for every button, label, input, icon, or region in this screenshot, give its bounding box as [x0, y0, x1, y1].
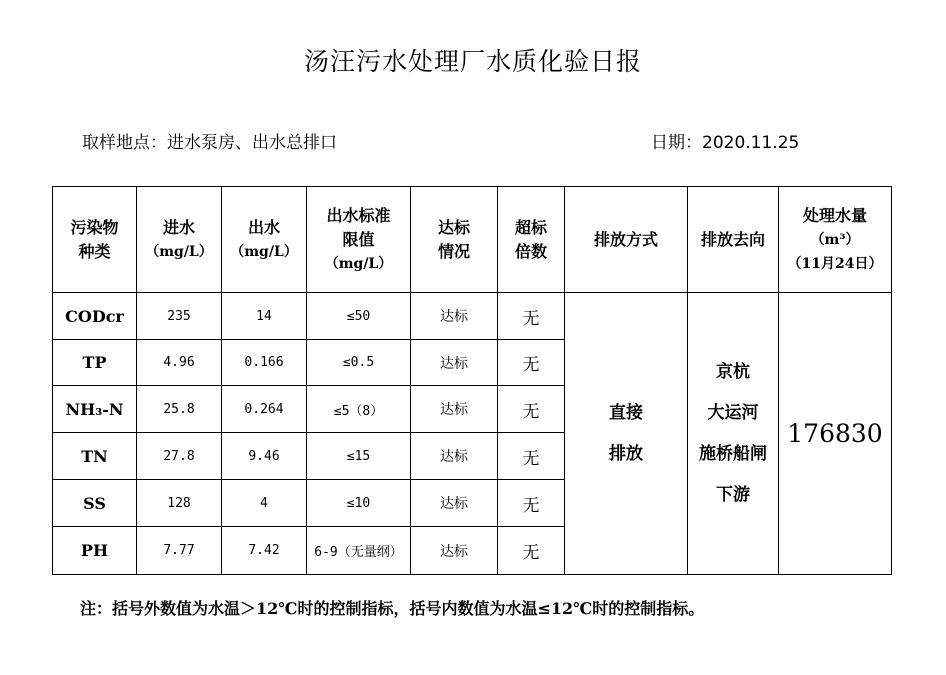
- compliance-cell: 达标: [411, 340, 498, 386]
- discharge-direction-cell: 京杭 大运河 施桥船闸 下游: [688, 293, 779, 575]
- header-compliance: 达标 情况: [411, 187, 498, 293]
- footnote: 注：括号外数值为水温＞12℃时的控制指标，括号内数值为水温≤12℃时的控制指标。: [80, 599, 705, 618]
- outlet-cell: 0.166: [222, 340, 307, 386]
- header-row: [53, 187, 892, 293]
- inlet-cell: 25.8: [137, 386, 222, 433]
- header-outlet: 出水 （mg/L）: [222, 187, 307, 293]
- compliance-cell: 达标: [411, 527, 498, 575]
- compliance-cell: 达标: [411, 480, 498, 527]
- discharge-method-cell: 直接 排放: [565, 293, 688, 575]
- header-volume: 处理水量 （m³） （11月24日）: [779, 187, 892, 293]
- compliance-cell: 达标: [411, 386, 498, 433]
- outlet-cell: 0.264: [222, 386, 307, 433]
- report-title: 汤汪污水处理厂水质化验日报: [303, 47, 642, 76]
- standard-cell: ≤0.5: [307, 340, 411, 386]
- pollutant-cell: NH₃-N: [53, 386, 137, 433]
- pollutant-cell: TN: [53, 433, 137, 480]
- outlet-cell: 7.42: [222, 527, 307, 575]
- inlet-cell: 27.8: [137, 433, 222, 480]
- exceed-cell: 无: [498, 480, 565, 527]
- exceed-cell: 无: [498, 340, 565, 386]
- pollutant-cell: TP: [53, 340, 137, 386]
- standard-cell: ≤15: [307, 433, 411, 480]
- exceed-cell: 无: [498, 527, 565, 575]
- compliance-cell: 达标: [411, 293, 498, 340]
- inlet-cell: 235: [137, 293, 222, 340]
- report-date: 日期：2020.11.25: [651, 133, 800, 153]
- exceed-cell: 无: [498, 433, 565, 480]
- pollutant-cell: SS: [53, 480, 137, 527]
- water-quality-table: [52, 186, 892, 575]
- outlet-cell: 14: [222, 293, 307, 340]
- sampling-location: 取样地点：进水泵房、出水总排口: [82, 133, 337, 153]
- header-exceed: 超标 倍数: [498, 187, 565, 293]
- inlet-cell: 128: [137, 480, 222, 527]
- outlet-cell: 4: [222, 480, 307, 527]
- header-inlet: 进水 （mg/L）: [137, 187, 222, 293]
- exceed-cell: 无: [498, 293, 565, 340]
- pollutant-cell: PH: [53, 527, 137, 575]
- header-discharge-direction: 排放去向: [688, 187, 779, 293]
- inlet-cell: 4.96: [137, 340, 222, 386]
- outlet-cell: 9.46: [222, 433, 307, 480]
- standard-cell: ≤50: [307, 293, 411, 340]
- standard-cell: ≤5（8）: [307, 386, 411, 433]
- exceed-cell: 无: [498, 386, 565, 433]
- standard-cell: ≤10: [307, 480, 411, 527]
- header-discharge-method: 排放方式: [565, 187, 688, 293]
- header-pollutant: 污染物 种类: [53, 187, 137, 293]
- volume-cell: 176830: [779, 293, 892, 575]
- inlet-cell: 7.77: [137, 527, 222, 575]
- header-standard: 出水标准 限值 （mg/L）: [307, 187, 411, 293]
- table-row: [53, 293, 892, 340]
- compliance-cell: 达标: [411, 433, 498, 480]
- pollutant-cell: CODcr: [53, 293, 137, 340]
- standard-cell: 6-9（无量纲）: [307, 527, 411, 575]
